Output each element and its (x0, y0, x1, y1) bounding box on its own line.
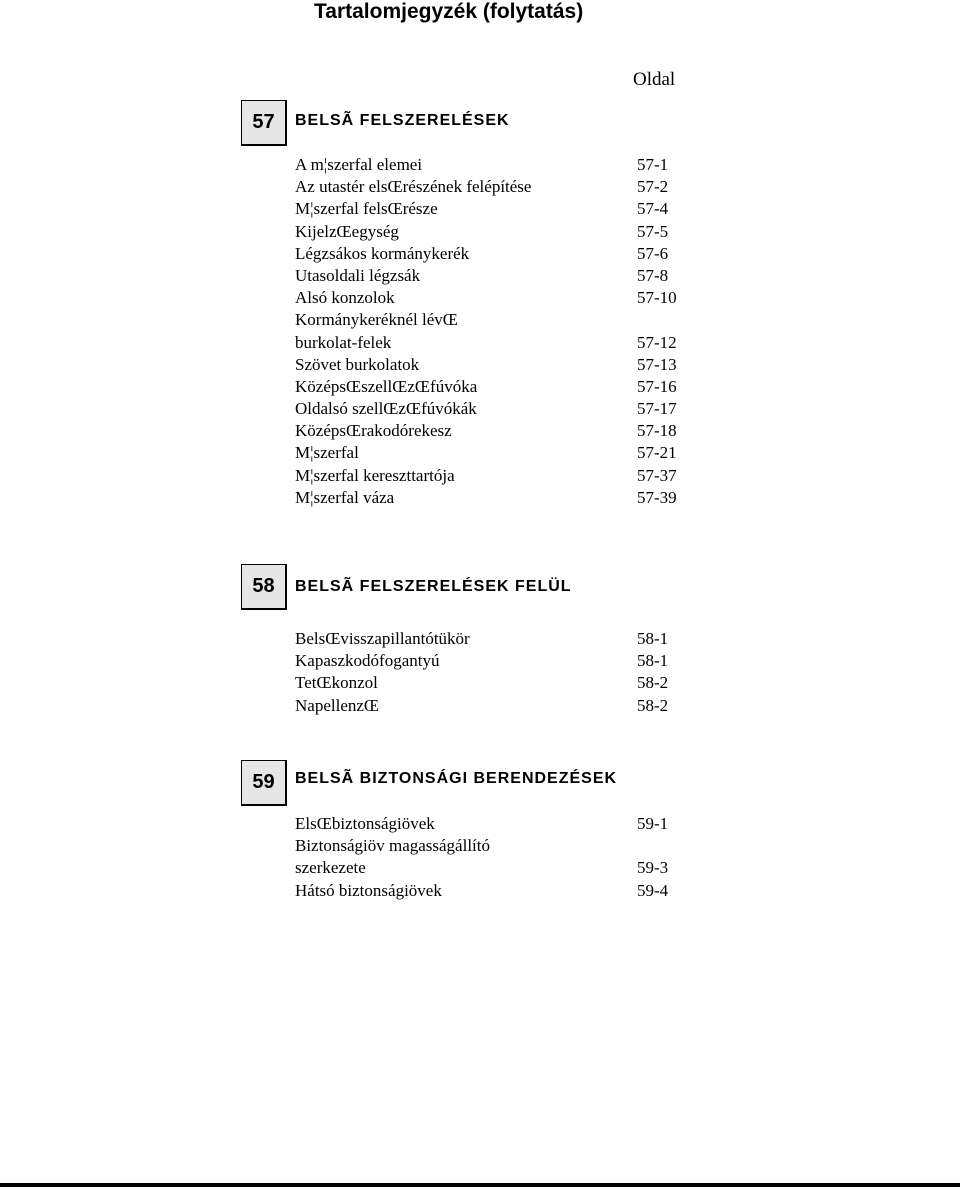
toc-entry-title: A m¦szerfal elemei (295, 155, 423, 174)
toc-entry-title: Utasoldali légzsák (295, 265, 421, 285)
toc-entry-title: Oldalsó szellŒzŒfúvókák (295, 399, 477, 419)
toc-entry (295, 835, 685, 857)
toc-entry-title: KözépsŒrakodórekesz (295, 421, 452, 441)
toc-entry-title: NapellenzŒ (295, 695, 380, 715)
toc-entry-page: 57-13 (637, 354, 677, 374)
toc-entry (295, 287, 685, 309)
toc-entry-page: 59-4 (637, 880, 669, 900)
toc-entry-title: M¦szerfal (295, 443, 359, 463)
toc-entry (295, 243, 685, 265)
toc-entry-title: BelsŒvisszapillantótükör (295, 629, 470, 648)
toc-entry-page: 57-16 (637, 376, 677, 396)
toc-entry-title: Alsó konzolok (295, 288, 395, 308)
chapter-number-box: 58 (241, 564, 287, 610)
bottom-rule (0, 1183, 960, 1187)
chapter-number-box: 57 (241, 100, 287, 146)
toc-entry-page: 57-37 (637, 465, 677, 485)
toc-entry (295, 398, 685, 420)
toc-entry-page: 57-18 (637, 421, 677, 441)
toc-entry (295, 265, 685, 287)
toc-entry-title: KözépsŒszellŒzŒfúvóka (295, 376, 478, 396)
chapter-entries (295, 813, 685, 902)
chapter-title: BELSÃ FELSZERELÉSEK (295, 112, 510, 129)
toc-entry-title: szerkezete (295, 858, 366, 878)
toc-entry (295, 198, 685, 220)
toc-entry-page: 57-6 (637, 243, 669, 263)
chapter-number-box: 59 (241, 760, 287, 806)
toc-entry-title: Kormánykeréknél lévŒ (295, 310, 458, 330)
toc-entry-title: Biztonságiöv magasságállító (295, 836, 490, 856)
toc-entry-page: 57-1 (637, 155, 669, 174)
toc-entry-page: 58-2 (637, 673, 669, 693)
chapter-title: BELSÃ FELSZERELÉSEK FELÜL (295, 578, 572, 595)
page-title: Tartalomjegyzék (folytatás) (314, 0, 584, 23)
toc-entry-page: 57-4 (637, 199, 669, 219)
toc-entry-page: 57-8 (637, 265, 669, 285)
toc-entry (295, 465, 685, 487)
toc-entry-page: 57-12 (637, 332, 677, 352)
toc-entry-page: 57-39 (637, 487, 677, 507)
toc-entry (295, 154, 685, 176)
toc-entry-page: 57-2 (637, 177, 669, 197)
toc-entry-title: TetŒkonzol (295, 673, 378, 693)
toc-entry-page: 57-10 (637, 288, 677, 308)
toc-entry (295, 221, 685, 243)
toc-entry-page: 59-1 (637, 814, 669, 833)
toc-entry (295, 176, 685, 198)
toc-entry (295, 672, 685, 694)
toc-entry-title: M¦szerfal felsŒrésze (295, 199, 438, 219)
toc-entry-title: Kapaszkodófogantyú (295, 651, 440, 671)
chapter-title: BELSÃ BIZTONSÁGI BERENDEZÉSEK (295, 770, 618, 787)
toc-entry-page: 58-1 (637, 651, 669, 671)
toc-entry-title: M¦szerfal váza (295, 487, 395, 507)
page-column-header: Oldal (633, 69, 676, 90)
toc-entry (295, 880, 685, 902)
toc-entry (295, 442, 685, 464)
toc-entry (295, 628, 685, 650)
toc-entry-title: Szövet burkolatok (295, 354, 420, 374)
toc-entry (295, 650, 685, 672)
toc-entry (295, 813, 685, 835)
toc-entry (295, 695, 685, 717)
toc-entry (295, 309, 685, 331)
chapter-entries (295, 154, 685, 509)
toc-entry (295, 487, 685, 509)
toc-entry-title: Az utastér elsŒrészének felépítése (295, 177, 532, 197)
toc-entry-page: 58-2 (637, 695, 669, 715)
toc-entry (295, 332, 685, 354)
toc-entry-title: M¦szerfal kereszttartója (295, 465, 455, 485)
toc-entry-page: 59-3 (637, 858, 669, 878)
toc-entry-title: ElsŒbiztonságiövek (295, 814, 435, 833)
toc-entry-title: Hátsó biztonságiövek (295, 880, 442, 900)
toc-entry-title: burkolat-felek (295, 332, 392, 352)
toc-entry-page: 57-17 (637, 399, 677, 419)
toc-entry-title: Légzsákos kormánykerék (295, 243, 470, 263)
chapter-entries (295, 628, 685, 717)
toc-entry (295, 420, 685, 442)
toc-entry (295, 376, 685, 398)
toc-entry (295, 857, 685, 879)
toc-entry-title: KijelzŒegység (295, 221, 399, 241)
toc-entry-page: 57-5 (637, 221, 669, 241)
toc-entry-page: 57-21 (637, 443, 677, 463)
toc-entry (295, 354, 685, 376)
toc-entry-page: 58-1 (637, 629, 669, 648)
